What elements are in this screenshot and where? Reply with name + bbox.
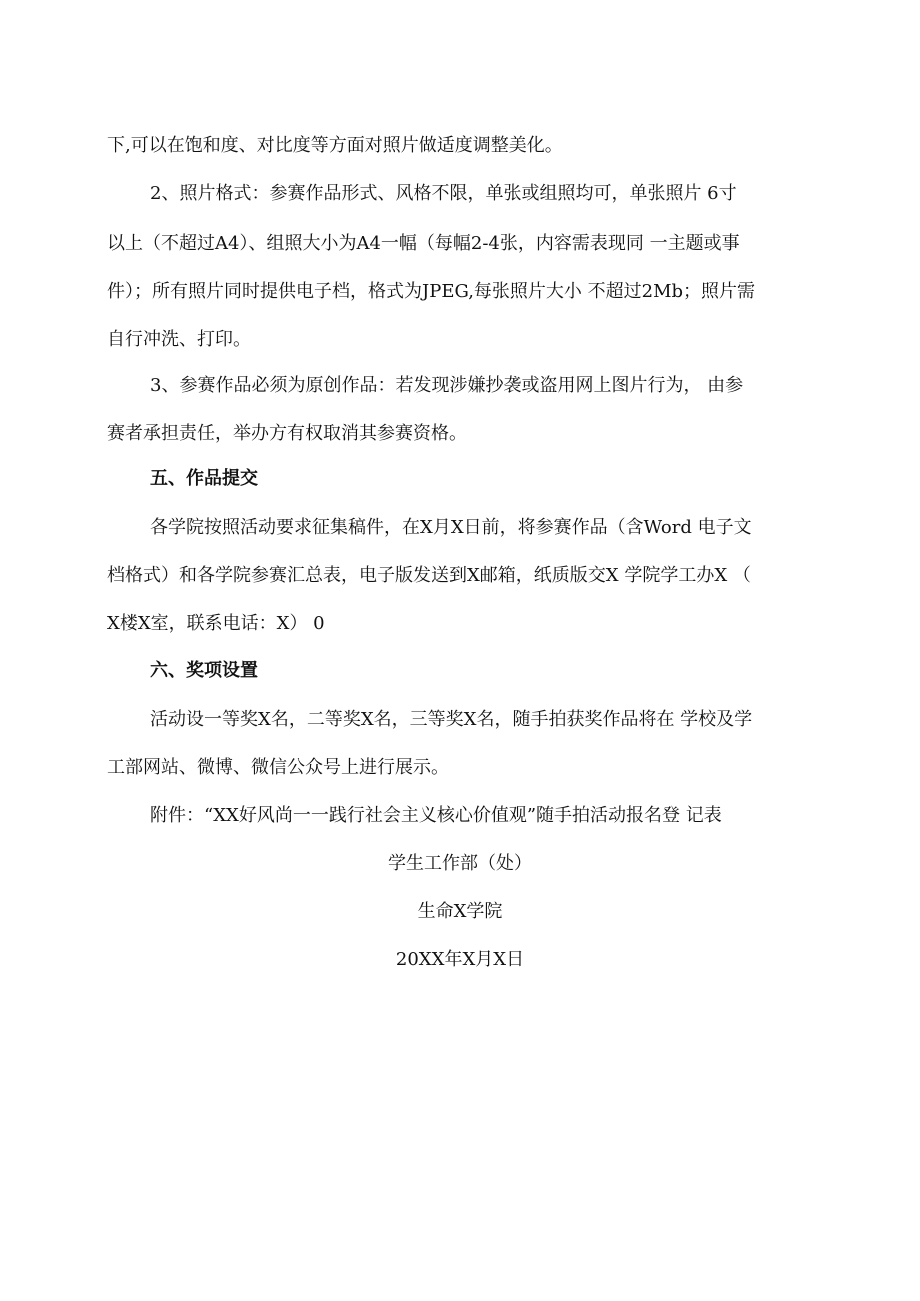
- paragraph-line: 赛者承担责任，举办方有权取消其参赛资格。: [107, 423, 467, 444]
- section-heading: 六、奖项设置: [150, 660, 258, 681]
- paragraph-line: 下,可以在饱和度、对比度等方面对照片做适度调整美化。: [107, 135, 563, 156]
- paragraph-line: 3、参赛作品必须为原创作品：若发现涉嫌抄袭或盗用网上图片行为， 由参: [150, 375, 744, 396]
- attachment-line: 附件：“XX好风尚一一践行社会主义核心价值观”随手拍活动报名登 记表: [150, 805, 722, 826]
- paragraph-line: 件）；所有照片同时提供电子档，格式为JPEG,每张照片大小 不超过2Mb；照片需: [107, 281, 756, 302]
- paragraph-line: 以上（不超过A4）、组照大小为A4一幅（每幅2-4张，内容需表现同 一主题或事: [107, 233, 740, 254]
- section-heading: 五、作品提交: [150, 468, 258, 489]
- paragraph-line: X楼X室，联系电话：X） 0: [107, 613, 325, 634]
- signature-department: 学生工作部（处）: [388, 853, 532, 874]
- paragraph-line: 2、照片格式：参赛作品形式、风格不限，单张或组照均可，单张照片 6寸: [150, 183, 737, 204]
- paragraph-line: 各学院按照活动要求征集稿件，在X月X日前，将参赛作品（含Word 电子文: [150, 517, 752, 538]
- paragraph-line: 档格式）和各学院参赛汇总表，电子版发送到X邮箱，纸质版交X 学院学工办X （: [107, 565, 751, 586]
- paragraph-line: 自行冲洗、打印。: [107, 329, 251, 350]
- signature-college: 生命X学院: [417, 901, 503, 922]
- paragraph-line: 活动设一等奖X名，二等奖X名，三等奖X名，随手拍获奖作品将在 学校及学: [150, 709, 753, 730]
- signature-date: 20XX年X月X日: [395, 949, 525, 970]
- paragraph-line: 工部网站、微博、微信公众号上进行展示。: [107, 757, 449, 778]
